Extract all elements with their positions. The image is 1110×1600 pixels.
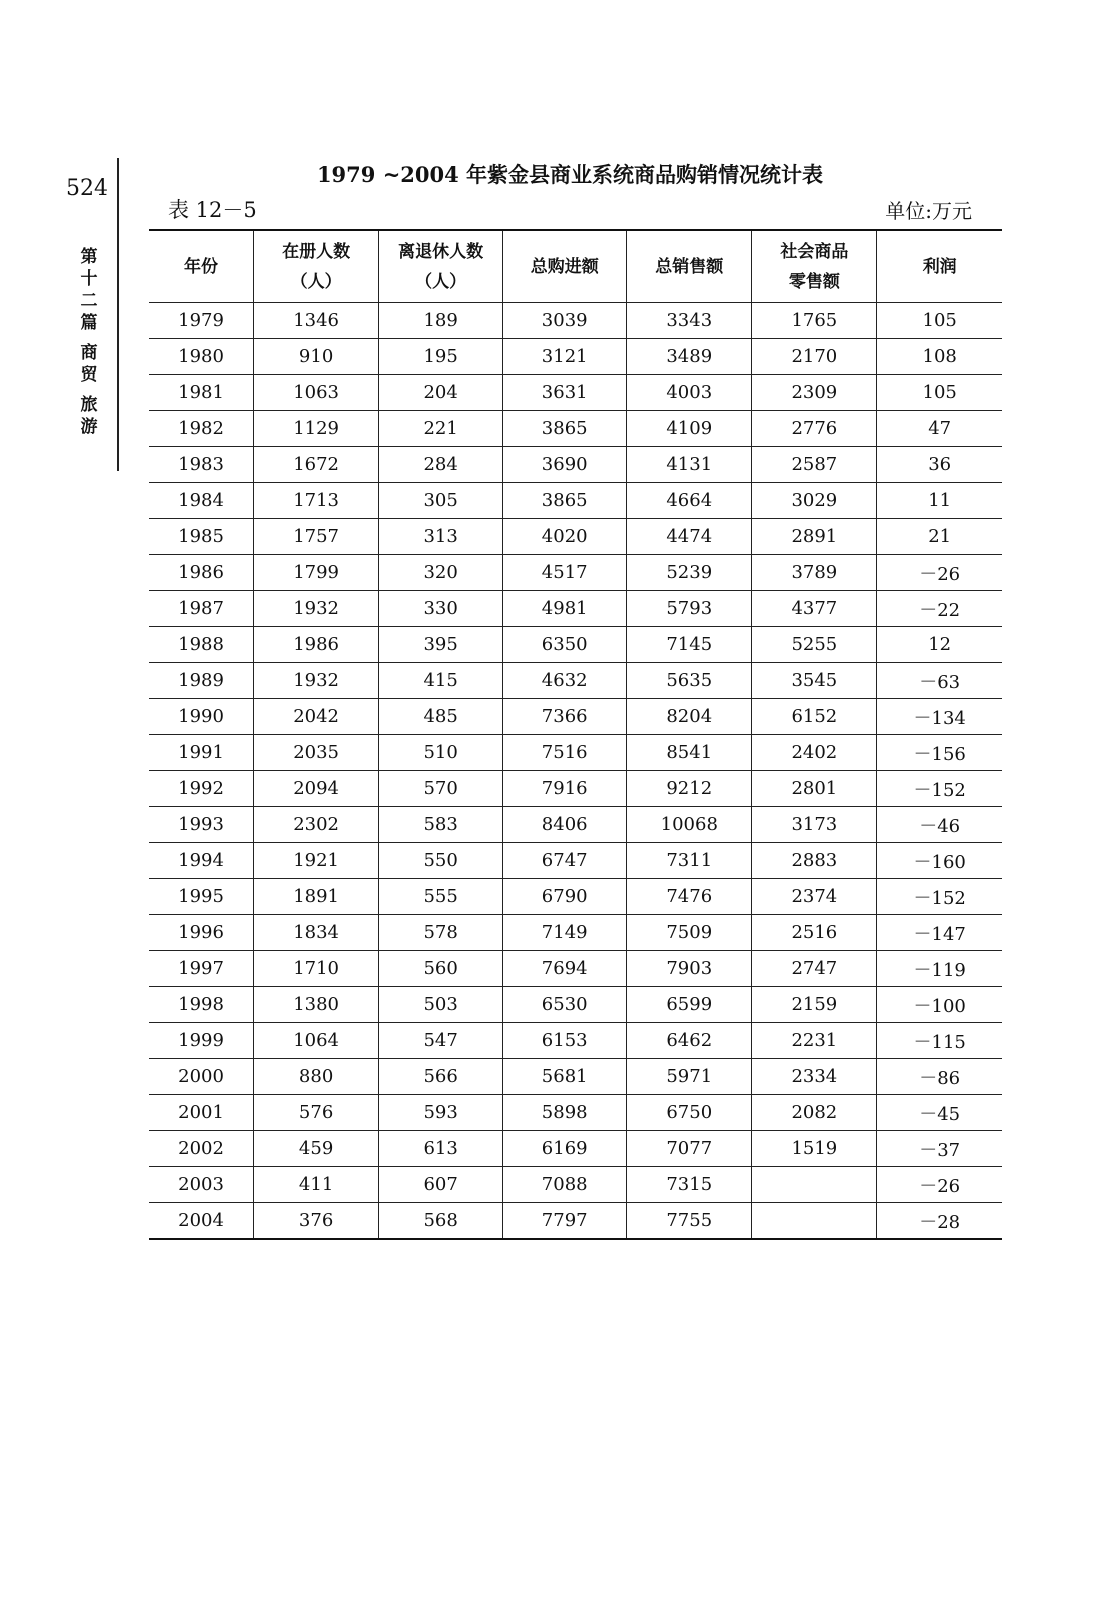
table-cell: 2082 (752, 1095, 877, 1131)
table-cell: 7366 (503, 699, 627, 735)
column-header-line: 总购进额 (530, 256, 599, 277)
table-cell: 1998 (149, 987, 254, 1023)
table-cell: 7476 (627, 879, 752, 915)
statistics-table (149, 229, 1002, 1240)
table-cell: －26 (877, 1167, 1002, 1203)
table-cell: 1129 (254, 411, 379, 447)
table-cell: 1713 (254, 483, 379, 519)
table-cell: 2374 (752, 879, 877, 915)
header-row (149, 230, 1002, 303)
column-header-line: 利润 (922, 256, 957, 277)
table-cell: 1672 (254, 447, 379, 483)
table-cell: 578 (379, 915, 503, 951)
table-cell: 7797 (503, 1203, 627, 1240)
table-cell: 1980 (149, 339, 254, 375)
table-cell: 7311 (627, 843, 752, 879)
table-row (149, 663, 1002, 699)
table-cell: 3631 (503, 375, 627, 411)
table-cell: 3039 (503, 303, 627, 339)
side-text-char: 商 (80, 343, 98, 363)
table-cell: 880 (254, 1059, 379, 1095)
table-cell: 4632 (503, 663, 627, 699)
table-cell: 2587 (752, 447, 877, 483)
table-header (149, 230, 1002, 303)
table-cell: 1985 (149, 519, 254, 555)
table-cell: 6530 (503, 987, 627, 1023)
table-row (149, 699, 1002, 735)
table-cell: 12 (877, 627, 1002, 663)
table-row (149, 1203, 1002, 1240)
column-header-line: 在册人数 (282, 241, 351, 262)
table-row (149, 627, 1002, 663)
table-cell: 5255 (752, 627, 877, 663)
table-cell: 6350 (503, 627, 627, 663)
table-cell: 3865 (503, 483, 627, 519)
table-cell: －37 (877, 1131, 1002, 1167)
table-cell: 7077 (627, 1131, 752, 1167)
table-row (149, 771, 1002, 807)
table-cell: 1921 (254, 843, 379, 879)
table-cell: 547 (379, 1023, 503, 1059)
table-cell: 1765 (752, 303, 877, 339)
side-text-char: 二 (80, 291, 98, 311)
table-cell: 313 (379, 519, 503, 555)
page-number: 524 (66, 176, 108, 201)
table-cell: 1995 (149, 879, 254, 915)
table-cell: 5898 (503, 1095, 627, 1131)
table-cell: 3545 (752, 663, 877, 699)
table-cell: 3173 (752, 807, 877, 843)
table-cell: 3690 (503, 447, 627, 483)
table-cell: 568 (379, 1203, 503, 1240)
table-cell: 2159 (752, 987, 877, 1023)
table-cell: 4474 (627, 519, 752, 555)
table-cell: 613 (379, 1131, 503, 1167)
table-cell: 10068 (627, 807, 752, 843)
table-cell: 2883 (752, 843, 877, 879)
table-cell: 7694 (503, 951, 627, 987)
table-cell: －86 (877, 1059, 1002, 1095)
table-cell: 1519 (752, 1131, 877, 1167)
table-cell: 2001 (149, 1095, 254, 1131)
table-cell: －45 (877, 1095, 1002, 1131)
table-cell: 411 (254, 1167, 379, 1203)
table-cell: 6747 (503, 843, 627, 879)
table-cell: 105 (877, 303, 1002, 339)
table-cell: 9212 (627, 771, 752, 807)
table-cell: 6462 (627, 1023, 752, 1059)
table-cell: 2309 (752, 375, 877, 411)
table-cell: 7903 (627, 951, 752, 987)
table-cell: 221 (379, 411, 503, 447)
table-row (149, 807, 1002, 843)
table-cell: 1983 (149, 447, 254, 483)
column-header-line: 社会商品 (780, 241, 849, 262)
side-text-char: 贸 (80, 365, 98, 385)
table-cell: 330 (379, 591, 503, 627)
table-cell: 305 (379, 483, 503, 519)
table-cell: －46 (877, 807, 1002, 843)
table-cell: 576 (254, 1095, 379, 1131)
table-cell: －152 (877, 879, 1002, 915)
table-cell: 5793 (627, 591, 752, 627)
table-row (149, 951, 1002, 987)
table-cell: 4517 (503, 555, 627, 591)
table-cell: 36 (877, 447, 1002, 483)
table-cell: 1986 (149, 555, 254, 591)
table-cell: 1932 (254, 663, 379, 699)
column-header-line: 总销售额 (655, 256, 724, 277)
table-cell: 5635 (627, 663, 752, 699)
table-cell: 6790 (503, 879, 627, 915)
column-header (752, 230, 877, 303)
table-cell: 459 (254, 1131, 379, 1167)
table-cell: 1380 (254, 987, 379, 1023)
table-cell: －134 (877, 699, 1002, 735)
table-cell: －63 (877, 663, 1002, 699)
table-cell: 284 (379, 447, 503, 483)
table-row (149, 915, 1002, 951)
table-cell: 503 (379, 987, 503, 1023)
table-cell: 195 (379, 339, 503, 375)
column-header (254, 230, 379, 303)
table-cell: 2170 (752, 339, 877, 375)
table-cell: 7755 (627, 1203, 752, 1240)
table-cell: 1346 (254, 303, 379, 339)
table-cell: 1982 (149, 411, 254, 447)
table-cell: 4664 (627, 483, 752, 519)
table-cell: 5239 (627, 555, 752, 591)
table-cell: 560 (379, 951, 503, 987)
table-cell: 1979 (149, 303, 254, 339)
table-cell (752, 1203, 877, 1240)
table-cell: 2094 (254, 771, 379, 807)
table-unit: 单位:万元 (885, 199, 972, 223)
table-cell: 910 (254, 339, 379, 375)
table-row (149, 591, 1002, 627)
table-cell (752, 1167, 877, 1203)
table-cell: 2231 (752, 1023, 877, 1059)
table-cell: 376 (254, 1203, 379, 1240)
table-cell: 583 (379, 807, 503, 843)
table-cell: 3789 (752, 555, 877, 591)
table-cell: 2035 (254, 735, 379, 771)
table-row (149, 987, 1002, 1023)
table-cell: 7516 (503, 735, 627, 771)
table-cell: 320 (379, 555, 503, 591)
table-cell: 4981 (503, 591, 627, 627)
table-cell: 47 (877, 411, 1002, 447)
table-row (149, 447, 1002, 483)
table-cell: 7509 (627, 915, 752, 951)
table-cell: 1997 (149, 951, 254, 987)
table-cell: 2002 (149, 1131, 254, 1167)
table-body (149, 303, 1002, 1240)
column-header-line: （人） (415, 271, 467, 292)
table-cell: 8406 (503, 807, 627, 843)
table-cell: 2516 (752, 915, 877, 951)
column-header (379, 230, 503, 303)
table-cell: 2801 (752, 771, 877, 807)
table-number: 表 12－5 (168, 198, 257, 222)
side-text-char: 篇 (80, 313, 98, 333)
column-header-line: 零售额 (788, 271, 840, 292)
table-cell: －156 (877, 735, 1002, 771)
table-cell: 3865 (503, 411, 627, 447)
table-cell: 2042 (254, 699, 379, 735)
table-cell: 11 (877, 483, 1002, 519)
column-header (503, 230, 627, 303)
table-cell: 510 (379, 735, 503, 771)
table-row (149, 843, 1002, 879)
table-cell: 1987 (149, 591, 254, 627)
side-text-char: 第 (80, 247, 98, 267)
table-cell: 105 (877, 375, 1002, 411)
table-row (149, 483, 1002, 519)
table-cell: 5971 (627, 1059, 752, 1095)
table-cell: 8204 (627, 699, 752, 735)
table-cell: 3029 (752, 483, 877, 519)
table-cell: 2004 (149, 1203, 254, 1240)
table-cell: 1994 (149, 843, 254, 879)
table-cell: 7149 (503, 915, 627, 951)
table-cell: 6152 (752, 699, 877, 735)
table-cell: 204 (379, 375, 503, 411)
table-cell: 485 (379, 699, 503, 735)
table-cell: －22 (877, 591, 1002, 627)
table-cell: －115 (877, 1023, 1002, 1059)
column-header (877, 230, 1002, 303)
table-cell: －26 (877, 555, 1002, 591)
table-cell: 1984 (149, 483, 254, 519)
table-row (149, 339, 1002, 375)
table-cell: 4003 (627, 375, 752, 411)
table-cell: 2891 (752, 519, 877, 555)
table-cell: －147 (877, 915, 1002, 951)
table-cell: 4109 (627, 411, 752, 447)
table-cell: 1989 (149, 663, 254, 699)
side-text-char: 旅 (80, 395, 98, 415)
table-cell: 7315 (627, 1167, 752, 1203)
table-cell: 607 (379, 1167, 503, 1203)
table-row (149, 303, 1002, 339)
table-row (149, 735, 1002, 771)
table-cell: －160 (877, 843, 1002, 879)
chapter-side-text (78, 246, 100, 438)
table-cell: 2003 (149, 1167, 254, 1203)
table-row (149, 519, 1002, 555)
table-cell: 6599 (627, 987, 752, 1023)
table-cell: －28 (877, 1203, 1002, 1240)
table-cell: 570 (379, 771, 503, 807)
table-row (149, 375, 1002, 411)
table-cell: 1064 (254, 1023, 379, 1059)
table-cell: 2402 (752, 735, 877, 771)
side-text-char: 游 (80, 417, 98, 437)
table-row (149, 411, 1002, 447)
column-header-line: （人） (290, 271, 342, 292)
table-cell: 1891 (254, 879, 379, 915)
column-header-line: 离退休人数 (398, 241, 484, 262)
table-cell: 550 (379, 843, 503, 879)
table-cell: 8541 (627, 735, 752, 771)
table-row (149, 1059, 1002, 1095)
column-header (627, 230, 752, 303)
table-cell: 108 (877, 339, 1002, 375)
table-cell: 1990 (149, 699, 254, 735)
table-cell: 1710 (254, 951, 379, 987)
table-row (149, 879, 1002, 915)
table-cell: 1932 (254, 591, 379, 627)
table-cell: 1992 (149, 771, 254, 807)
table-cell: 415 (379, 663, 503, 699)
table-row (149, 555, 1002, 591)
side-text-char: 十 (80, 269, 98, 289)
table-cell: 2334 (752, 1059, 877, 1095)
table-cell: 566 (379, 1059, 503, 1095)
table-cell: 1993 (149, 807, 254, 843)
table-cell: －100 (877, 987, 1002, 1023)
table-cell: －119 (877, 951, 1002, 987)
table-cell: 1999 (149, 1023, 254, 1059)
table-cell: 1063 (254, 375, 379, 411)
table-cell: 1757 (254, 519, 379, 555)
table-cell: 593 (379, 1095, 503, 1131)
table-cell: 1799 (254, 555, 379, 591)
table-cell: 1991 (149, 735, 254, 771)
table-cell: 5681 (503, 1059, 627, 1095)
table-cell: 1986 (254, 627, 379, 663)
table-row (149, 1131, 1002, 1167)
table-cell: 2000 (149, 1059, 254, 1095)
table-row (149, 1023, 1002, 1059)
table-cell: 6153 (503, 1023, 627, 1059)
table-row (149, 1095, 1002, 1131)
table-cell: 21 (877, 519, 1002, 555)
table-cell: 1981 (149, 375, 254, 411)
table-cell: 395 (379, 627, 503, 663)
table-cell: 6750 (627, 1095, 752, 1131)
table-cell: 3343 (627, 303, 752, 339)
table-cell: 4131 (627, 447, 752, 483)
table-cell: 3121 (503, 339, 627, 375)
table-cell: 6169 (503, 1131, 627, 1167)
table-cell: 1988 (149, 627, 254, 663)
table-cell: 1996 (149, 915, 254, 951)
table-cell: 3489 (627, 339, 752, 375)
margin-rule (117, 158, 119, 471)
table-cell: 4020 (503, 519, 627, 555)
table-cell: 7088 (503, 1167, 627, 1203)
table-row (149, 1167, 1002, 1203)
table-cell: 2776 (752, 411, 877, 447)
table-title: 1979 ~2004 年紫金县商业系统商品购销情况统计表 (316, 162, 824, 187)
table-cell: 7145 (627, 627, 752, 663)
table-cell: 189 (379, 303, 503, 339)
table-cell: 555 (379, 879, 503, 915)
column-header-line: 年份 (184, 256, 219, 277)
table-cell: －152 (877, 771, 1002, 807)
table-cell: 7916 (503, 771, 627, 807)
column-header (149, 230, 254, 303)
table-cell: 4377 (752, 591, 877, 627)
table-cell: 2302 (254, 807, 379, 843)
table-cell: 2747 (752, 951, 877, 987)
table-cell: 1834 (254, 915, 379, 951)
